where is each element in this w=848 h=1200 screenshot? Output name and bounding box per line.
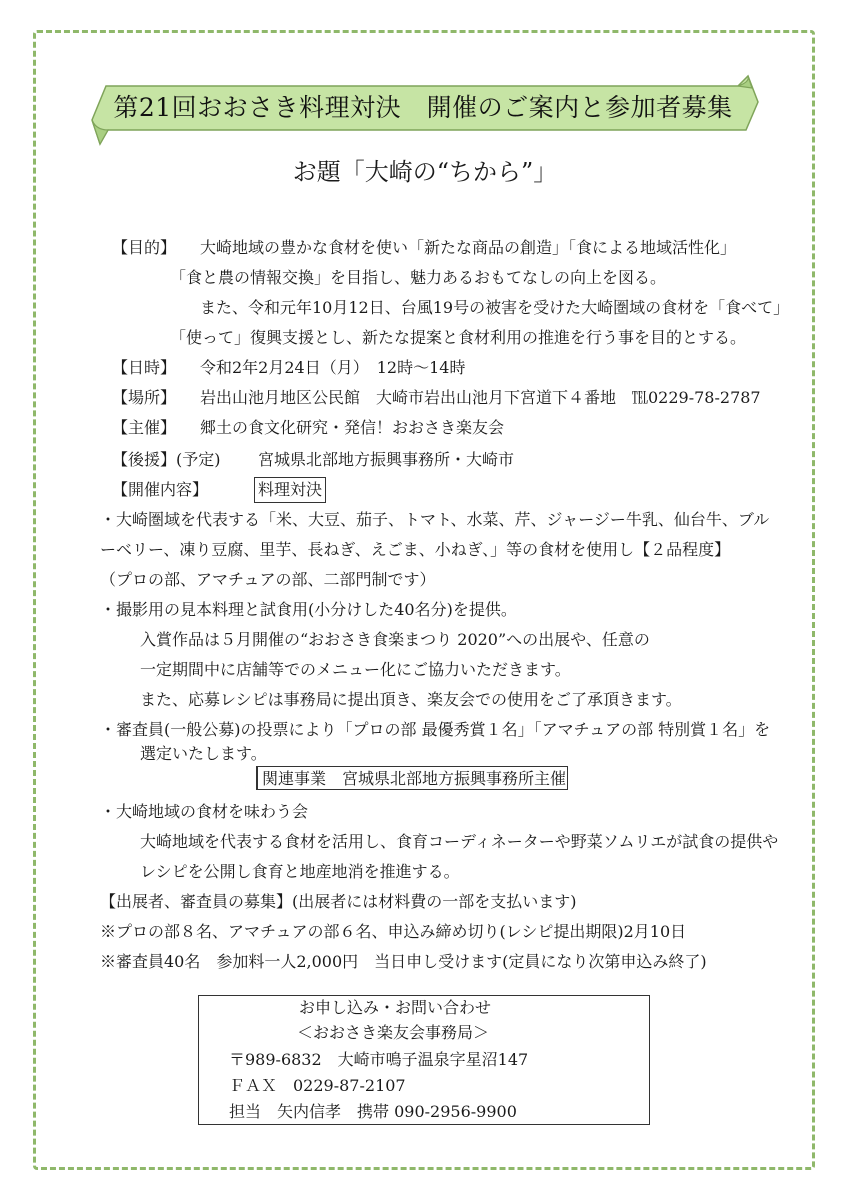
- content-bullet-2-line-4: また、応募レシピは事務局に提出頂き、楽友会での使用をご了承頂きます。: [140, 690, 682, 709]
- contact-person: 担当 矢内信孝 携帯 090-2956-9900: [229, 1102, 517, 1121]
- theme-subtitle: お題「大崎の“ちから”」: [292, 158, 558, 186]
- content-bullet-2-line-3: 一定期間中に店舗等でのメニュー化にご協力いただきます。: [140, 660, 571, 679]
- related-bullet-line-1: ・大崎地域の食材を味わう会: [100, 802, 309, 821]
- related-bullet-line-2: 大崎地域を代表する食材を活用し、食育コーディネーターや野菜ソムリエが試食の提供や: [140, 832, 779, 851]
- host-value: 郷土の食文化研究・発信！おおさき楽友会: [200, 418, 505, 437]
- venue-value: 岩出山池月地区公民館 大崎市岩出山池月下宮道下４番地 ℡0229-78-2787: [200, 388, 761, 407]
- content-bullet-3-line-2: 選定いたします。: [140, 744, 267, 763]
- content-bullet-1-line-1: ・大崎圏域を代表する「米、大豆、茄子、トマト、水菜、芹、ジャージー牛乳、仙台牛、ブル: [100, 510, 770, 529]
- purpose-line-4: 「使って」復興支援とし、新たな提案と食材利用の推進を行う事を目的とする。: [170, 328, 747, 347]
- content-bullet-2-line-2: 入賞作品は５月開催の“おおさき食楽まつり 2020”への出展や、任意の: [140, 630, 650, 649]
- purpose-label: 【目的】: [112, 238, 177, 257]
- purpose-line-3: また、令和元年10月12日、台風19号の被害を受けた大崎圏域の食材を「食べて」: [200, 298, 790, 317]
- contact-title: お申し込み・お問い合わせ: [299, 998, 492, 1017]
- page-title: 第21回おおさき料理対決 開催のご案内と参加者募集: [113, 93, 733, 122]
- purpose-line-1: 大崎地域の豊かな食材を使い「新たな商品の創造」「食による地域活性化」: [200, 238, 737, 257]
- recruit-exhibitors: ※プロの部８名、アマチュアの部６名、申込み締め切り(レシピ提出期限)2月10日: [100, 922, 687, 941]
- related-project-heading: 関連事業 宮城県北部地方振興事務所主催: [256, 766, 568, 790]
- content-bullet-2-line-1: ・撮影用の見本料理と試食用(小分けした40名分)を提供。: [100, 600, 517, 619]
- recruit-heading: 【出展者、審査員の募集】(出展者には材料費の一部を支払います): [100, 892, 577, 911]
- datetime-value: 令和2年2月24日（月） 12時〜14時: [200, 358, 466, 377]
- related-bullet-line-3: レシピを公開し食育と地産地消を推進する。: [140, 862, 460, 881]
- support-label: 【後援】(予定): [112, 450, 221, 469]
- contact-address: 〒989-6832 大崎市鳴子温泉字星沼147: [229, 1050, 529, 1069]
- title-banner: [88, 72, 760, 152]
- datetime-label: 【日時】: [112, 358, 177, 377]
- content-bullet-1-line-3: （プロの部、アマチュアの部、二部門制です）: [100, 570, 436, 589]
- recruit-judges: ※審査員40名 参加料一人2,000円 当日申し受けます(定員になり次第申込み終了): [100, 952, 707, 971]
- venue-label: 【場所】: [112, 388, 177, 407]
- support-value: 宮城県北部地方振興事務所・大崎市: [258, 450, 515, 469]
- content-bullet-1-line-2: ーベリー、凍り豆腐、里芋、長ねぎ、えごま、小ねぎ、」等の食材を使用し【２品程度】: [100, 540, 731, 559]
- content-boxed-heading: 料理対決: [254, 477, 326, 503]
- purpose-line-2: 「食と農の情報交換」を目指し、魅力あるおもてなしの向上を図る。: [170, 268, 667, 287]
- contact-box: [198, 995, 650, 1125]
- content-label: 【開催内容】: [112, 480, 209, 499]
- content-bullet-3-line-1: ・審査員(一般公募)の投票により「プロの部 最優秀賞１名」「アマチュアの部 特別賞１名」を: [100, 720, 771, 739]
- contact-fax: ＦＡＸ 0229-87-2107: [229, 1076, 406, 1095]
- host-label: 【主催】: [112, 418, 177, 437]
- contact-office: ＜おおさき楽友会事務局＞: [297, 1023, 490, 1042]
